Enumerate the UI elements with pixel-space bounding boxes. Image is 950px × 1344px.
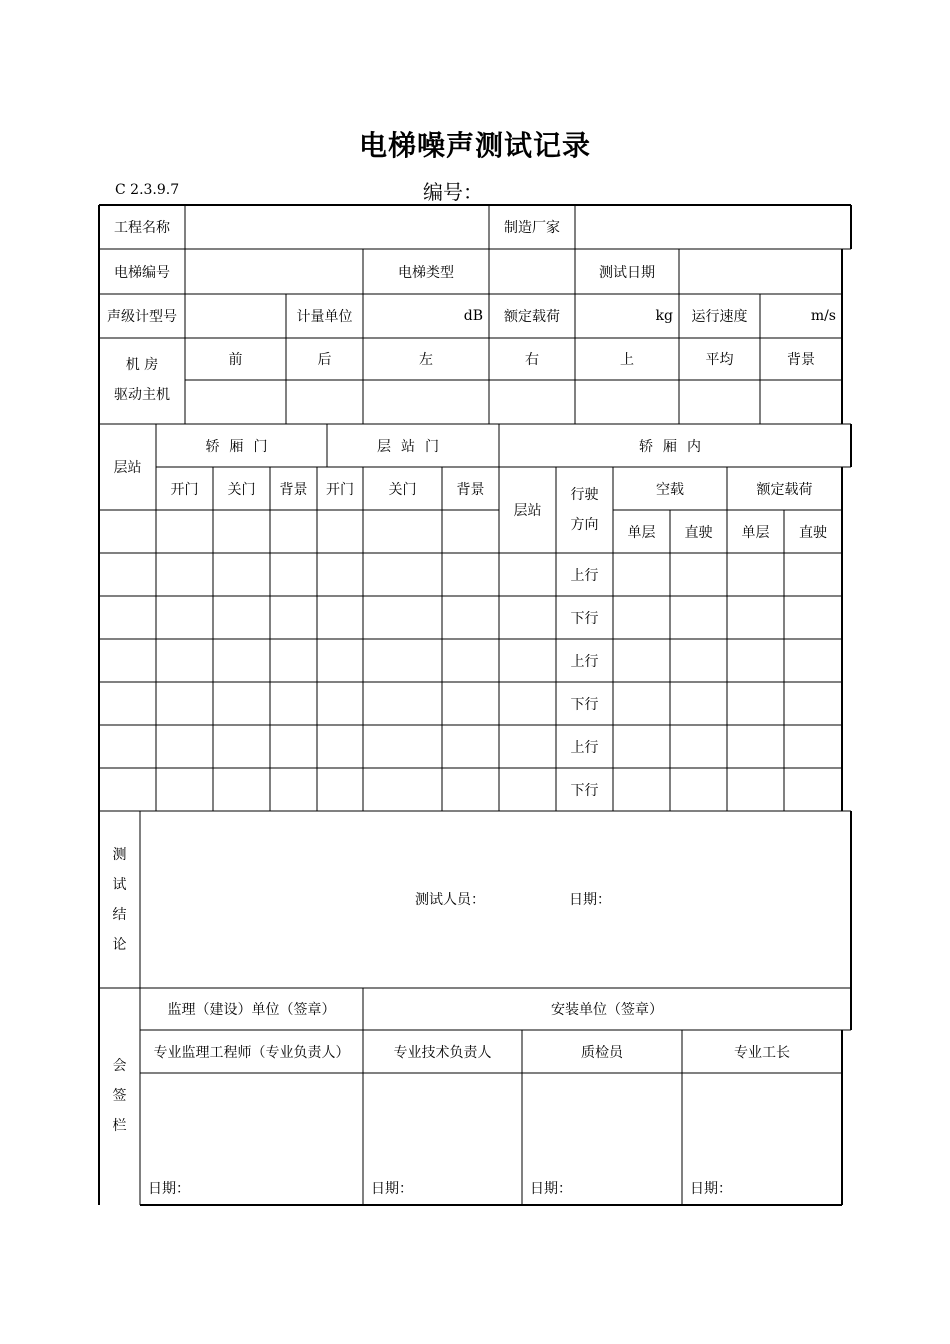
- running-speed-unit: m/s: [810, 308, 836, 324]
- car-door-background: 背景: [279, 481, 308, 498]
- car-door-open: 开门: [170, 481, 199, 498]
- measure-unit-value: dB: [463, 308, 483, 324]
- serial-number-label: 编号：: [423, 180, 483, 204]
- direction-header: [556, 467, 613, 553]
- tester-label: 测试人员：: [415, 892, 485, 908]
- machine-col-background: 背景: [787, 352, 815, 368]
- foreman-date-label: 日期：: [690, 1181, 732, 1197]
- car-inside-floor: 层站: [513, 503, 542, 519]
- empty-load-single: 单层: [627, 524, 656, 541]
- supervision-unit-label: 监理（建设）单位（签章）: [167, 1002, 336, 1018]
- sound-meter-model-label: 声级计型号: [107, 309, 177, 325]
- elevator-type-label: 电梯类型: [398, 264, 454, 281]
- machine-col-average: 平均: [705, 352, 734, 368]
- machine-col-front: 前: [228, 352, 243, 368]
- machine-col-top: 上: [620, 352, 634, 368]
- inspector-date-label: 日期：: [530, 1181, 572, 1197]
- running-speed-label: 运行速度: [691, 309, 748, 325]
- machine-room-label-line2: 驱动主机: [114, 387, 170, 403]
- direction-row-4: 下行: [570, 696, 599, 713]
- floor-label: 层站: [113, 460, 142, 476]
- machine-col-right: 右: [525, 352, 539, 368]
- foreman-label: 专业工长: [734, 1044, 790, 1061]
- landing-door-close: 关门: [388, 481, 417, 498]
- engineer-date-label: 日期：: [148, 1181, 190, 1197]
- landing-door-header: 层站门: [377, 438, 449, 455]
- machine-room-label: [99, 344, 185, 416]
- machine-col-back: 后: [317, 352, 332, 368]
- rated-load-unit: kg: [655, 308, 673, 324]
- direction-header-line1: 行驶: [570, 487, 599, 503]
- elevator-number-label: 电梯编号: [114, 264, 170, 281]
- rated-load-direct: 直驶: [799, 524, 827, 541]
- direction-row-1: 上行: [570, 567, 599, 584]
- rated-load-label: 额定载荷: [504, 309, 560, 325]
- direction-row-5: 上行: [570, 739, 599, 756]
- machine-col-left: 左: [419, 352, 433, 368]
- installer-unit-label: 安装单位（签章）: [551, 1002, 663, 1018]
- conclusion-char-3: 结: [112, 906, 127, 923]
- rated-load-header: 额定载荷: [756, 481, 813, 498]
- conclusion-char-1: 测: [112, 846, 127, 863]
- car-door-close: 关门: [227, 481, 256, 498]
- form-code: C 2.3.9.7: [115, 182, 180, 198]
- car-door-header: 轿厢门: [205, 438, 278, 455]
- landing-door-background: 背景: [456, 481, 485, 498]
- rated-load-single: 单层: [741, 524, 770, 541]
- test-date-label: 测试日期: [599, 264, 655, 281]
- machine-room-label-line1: 机 房: [125, 357, 159, 373]
- empty-load-header: 空载: [656, 481, 684, 498]
- direction-row-2: 下行: [570, 610, 599, 627]
- direction-row-6: 下行: [570, 782, 599, 799]
- tech-lead-date-label: 日期：: [371, 1181, 413, 1197]
- page-title: 电梯噪声测试记录: [358, 129, 591, 162]
- technical-lead-label: 专业技术负责人: [393, 1044, 492, 1061]
- test-conclusion-label: [99, 811, 140, 988]
- measure-unit-label: 计量单位: [296, 309, 353, 325]
- signature-label: [99, 1050, 140, 1142]
- empty-load-direct: 直驶: [684, 524, 713, 541]
- signature-char-2: 签: [112, 1088, 127, 1104]
- conclusion-date-label: 日期：: [569, 892, 611, 908]
- signature-char-3: 栏: [112, 1118, 127, 1134]
- landing-door-open: 开门: [326, 481, 354, 498]
- conclusion-char-2: 试: [112, 876, 127, 893]
- quality-inspector-label: 质检员: [581, 1044, 623, 1061]
- direction-header-line2: 方向: [570, 517, 599, 533]
- supervising-engineer-label: 专业监理工程师（专业负责人）: [153, 1044, 350, 1061]
- manufacturer-label: 制造厂家: [504, 220, 560, 236]
- direction-row-3: 上行: [570, 653, 599, 670]
- signature-char-1: 会: [112, 1058, 127, 1074]
- conclusion-char-4: 论: [112, 936, 127, 953]
- car-inside-header: 轿厢内: [639, 438, 711, 455]
- project-name-label: 工程名称: [114, 220, 170, 236]
